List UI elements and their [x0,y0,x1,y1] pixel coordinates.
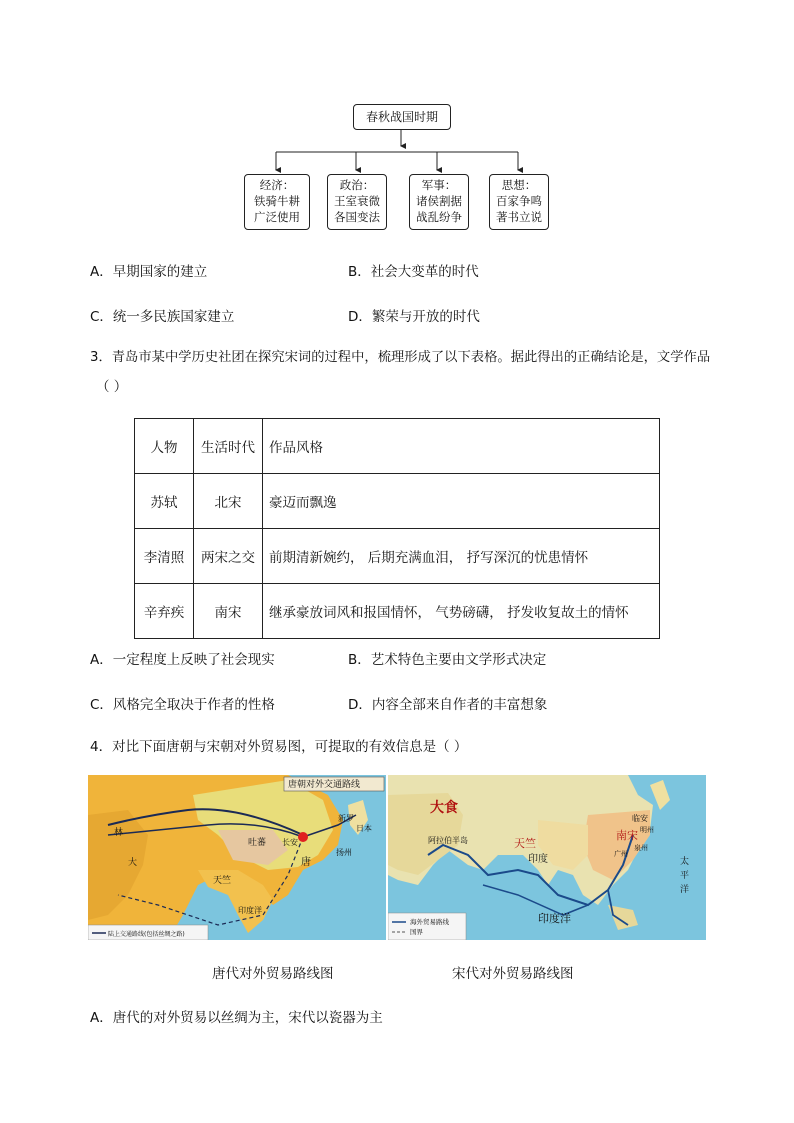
song-map-label: 阿拉伯半岛 [428,836,468,845]
tang-map-label: 吐蕃 [248,838,267,848]
table-cell: 北宋 [194,474,263,529]
node-title: 政治： [339,178,375,192]
q4-option-a[interactable]: A．唐代的对外贸易以丝绸为主，宋代以瓷器为主 [90,1010,383,1026]
tang-map-label: 林 [114,828,124,838]
flowchart-connectors [0,0,794,180]
tang-map-caption: 唐代对外贸易路线图 [212,966,334,982]
table-header-cell: 人物 [135,419,194,474]
q3-answer-blank: （ ） [96,379,128,395]
tang-map-label: 扬州 [336,848,352,857]
song-map-label: 天竺 [514,837,536,850]
tang-map-legend: 陆上交通路线(包括丝绸之路) [108,931,185,938]
song-map-label: 大食 [430,800,458,816]
song-map-label: 泉州 [634,844,648,852]
song-map-label: 明州 [640,826,654,834]
song-map-label: 太平洋 [680,857,690,895]
song-map-legend-border: 国界 [410,928,423,936]
node-title: 思想： [501,178,537,192]
q2-option-b[interactable]: B．社会大变革的时代 [348,264,479,280]
tang-map-label: 新罗 [338,814,354,823]
table-header-row [135,419,660,474]
table-cell: 两宋之交 [194,529,263,584]
q3-table [134,418,660,639]
tang-map-label: 天竺 [213,876,232,886]
table-cell: 前期清新婉约， 后期充满血泪， 抒写深沉的忧患情怀 [263,529,660,584]
q4-stem: 4．对比下面唐朝与宋朝对外贸易图，可提取的有效信息是（ ） [90,739,468,755]
tang-map-label: 印度洋 [238,906,262,915]
flowchart-node-economy [244,174,310,230]
node-line: 王室衰微 [334,194,380,208]
table-cell: 南宋 [194,584,263,639]
flowchart-node-thought [489,174,549,230]
node-line: 诸侯割据 [416,194,462,208]
table-cell: 苏轼 [135,474,194,529]
node-title: 经济： [259,178,295,192]
song-map-caption: 宋代对外贸易路线图 [452,966,574,982]
node-line: 各国变法 [334,210,380,224]
tang-map-label: 唐 [301,857,311,868]
table-cell: 豪迈而飘逸 [263,474,660,529]
song-map-legend-route: 海外贸易路线 [410,918,449,926]
q2-option-d[interactable]: D．繁荣与开放的时代 [348,309,480,325]
flowchart-node-politics [327,174,387,230]
q3-option-d[interactable]: D．内容全部来自作者的丰富想象 [348,697,548,713]
song-trade-route-map [388,775,706,940]
q3-stem: 3．青岛市某中学历史社团在探究宋词的过程中，梳理形成了以下表格。据此得出的正确结论是，文学作品 [90,350,711,365]
q3-option-a[interactable]: A．一定程度上反映了社会现实 [90,652,275,668]
q3-option-b[interactable]: B．艺术特色主要由文学形式决定 [348,652,547,668]
song-map-label: 印度 [528,854,548,865]
flowchart-root: 春秋战国时期 [353,104,451,130]
table-row [135,529,660,584]
q2-option-c[interactable]: C．统一多民族国家建立 [90,309,235,325]
song-map-label: 广州 [614,850,628,858]
q2-option-a[interactable]: A．早期国家的建立 [90,264,208,280]
song-map-label: 临安 [632,814,648,823]
tang-map-title: 唐朝对外交通路线 [288,780,361,790]
node-title: 军事： [421,178,457,192]
node-line: 铁骑牛耕 [254,194,300,208]
table-row [135,474,660,529]
node-line: 著书立说 [496,210,542,224]
node-line: 百家争鸣 [496,194,542,208]
flowchart-node-military [409,174,469,230]
song-map-label: 印度洋 [538,912,571,925]
table-row [135,584,660,639]
node-line: 战乱纷争 [416,210,462,224]
song-map-label: 南宋 [616,829,638,842]
tang-map-label: 日本 [356,824,372,833]
table-cell: 继承豪放词风和报国情怀， 气势磅礴， 抒发收复故土的情怀 [263,584,660,639]
table-cell: 李清照 [135,529,194,584]
q3-option-c[interactable]: C．风格完全取决于作者的性格 [90,697,275,713]
tang-map-label: 长安 [282,838,298,847]
node-line: 广泛使用 [254,210,300,224]
table-header-cell: 作品风格 [263,419,660,474]
tang-trade-route-map [88,775,386,940]
table-header-cell: 生活时代 [194,419,263,474]
tang-map-label: 大 [128,858,138,868]
table-cell: 辛弃疾 [135,584,194,639]
